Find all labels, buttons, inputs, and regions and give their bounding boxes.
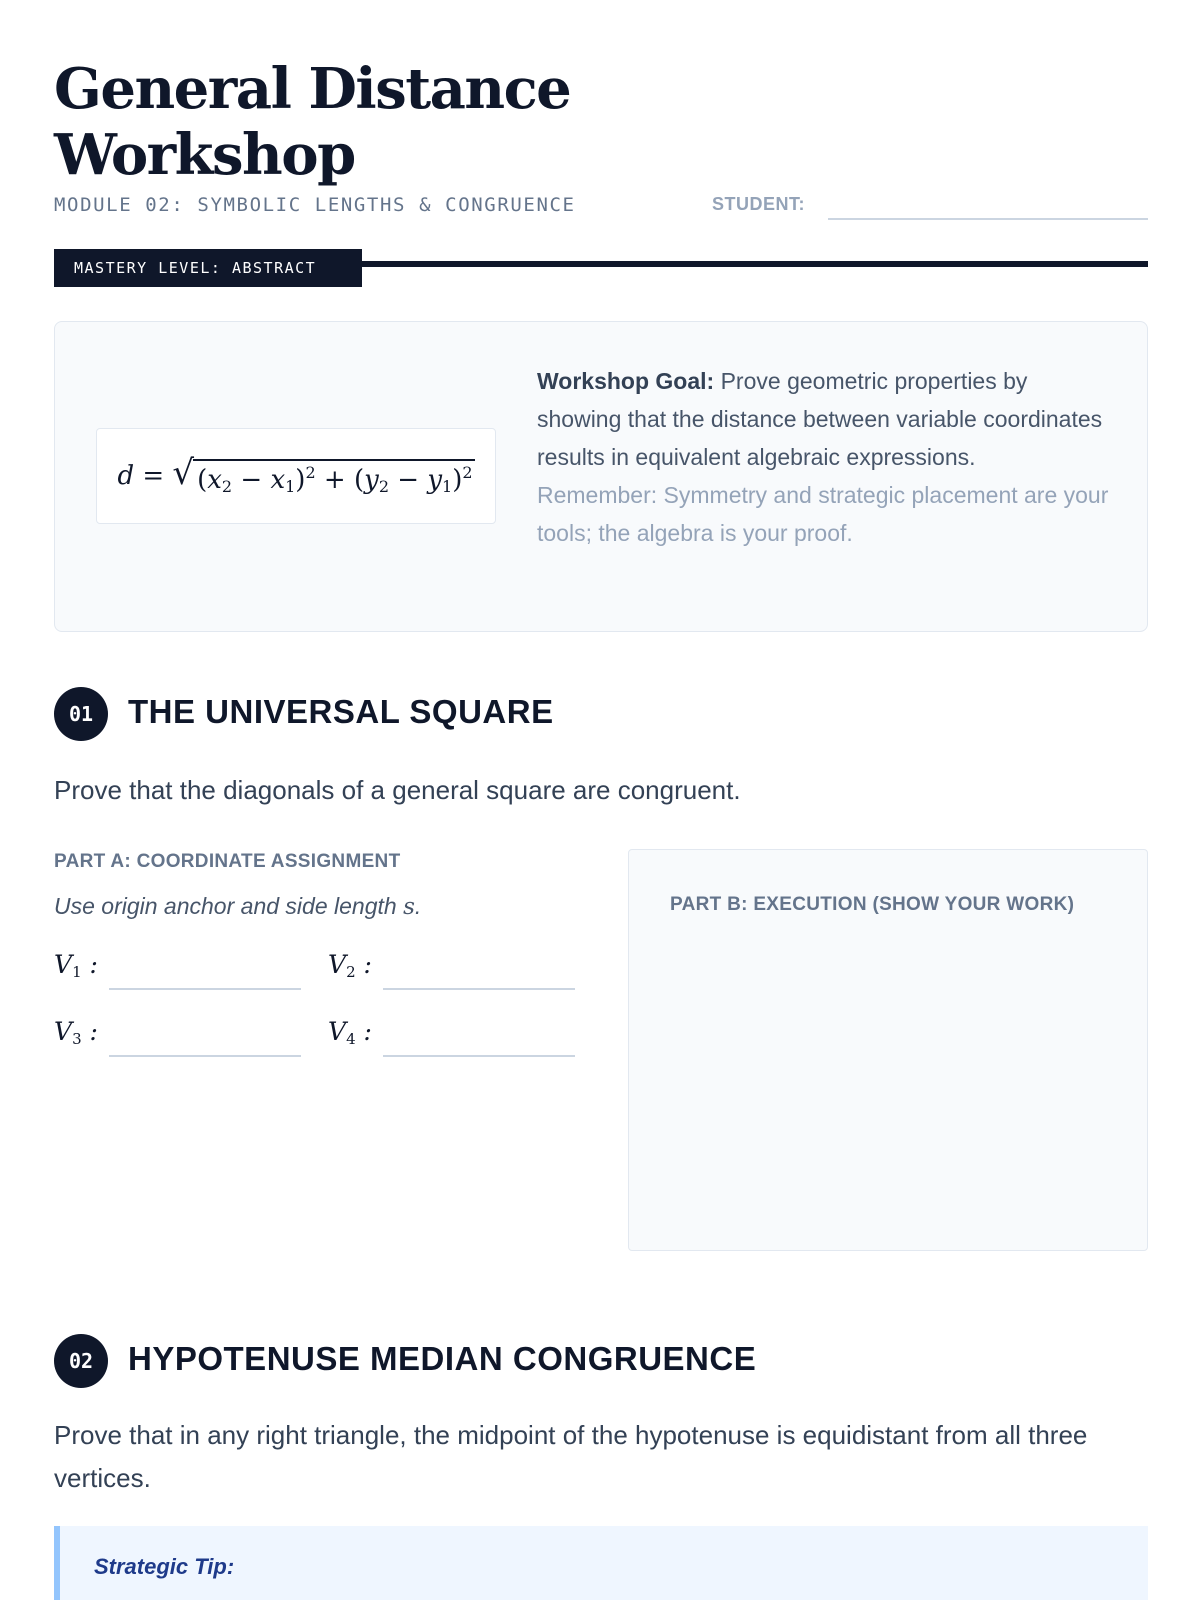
header-divider	[362, 261, 1148, 267]
vertex-label-v2: $V_2$ :	[328, 950, 372, 981]
part-b-label: PART B: EXECUTION (SHOW YOUR WORK)	[670, 894, 1075, 915]
strategic-tip-label: Strategic Tip:	[94, 1554, 235, 1579]
distance-formula: d = √ $(x_2 - x_1)^2 + (y_2 - y_1)^2$	[96, 428, 496, 524]
section-description: Prove that in any right triangle, the midpoint of the hypotenuse is equidistant from all three vertices.	[54, 1420, 1088, 1493]
vertex-v1-answer-line[interactable]	[109, 988, 301, 990]
section-number-badge: 02	[54, 1334, 108, 1388]
vertex-label-v1: $V_1$ :	[54, 950, 98, 981]
page-title: General Distance Workshop	[54, 56, 571, 188]
module-subtitle: MODULE 02: SYMBOLIC LENGTHS & CONGRUENCE	[54, 194, 576, 216]
student-label: STUDENT:	[712, 194, 805, 214]
part-a-label: PART A: COORDINATE ASSIGNMENT	[54, 851, 401, 872]
goal-remember-note: Remember: Symmetry and strategic placement are your tools; the algebra is your proof.	[537, 482, 1109, 546]
section-title: THE UNIVERSAL SQUARE	[128, 693, 554, 730]
part-b-work-area[interactable]	[628, 849, 1148, 1251]
goal-label: Workshop Goal:	[537, 368, 715, 394]
mastery-level-badge: MASTERY LEVEL: ABSTRACT	[54, 249, 362, 287]
workshop-goal-text	[537, 362, 1117, 552]
part-a-instruction: Use origin anchor and side length s.	[54, 893, 422, 920]
vertex-label-v4: $V_4$ :	[328, 1017, 372, 1048]
section-title: HYPOTENUSE MEDIAN CONGRUENCE	[128, 1340, 757, 1377]
student-name-field[interactable]	[828, 218, 1148, 220]
vertex-v2-answer-line[interactable]	[383, 988, 575, 990]
vertex-v4-answer-line[interactable]	[383, 1055, 575, 1057]
section-number-badge: 01	[54, 687, 108, 741]
strategic-tip-box	[54, 1526, 1148, 1600]
vertex-v3-answer-line[interactable]	[109, 1055, 301, 1057]
goal-description: Prove geometric properties by showing that the distance between variable coordinates results in equivalent algebraic expressions.	[537, 368, 1103, 470]
vertex-label-v3: $V_3$ :	[54, 1017, 98, 1048]
section-description: Prove that the diagonals of a general square are congruent.	[54, 775, 741, 805]
